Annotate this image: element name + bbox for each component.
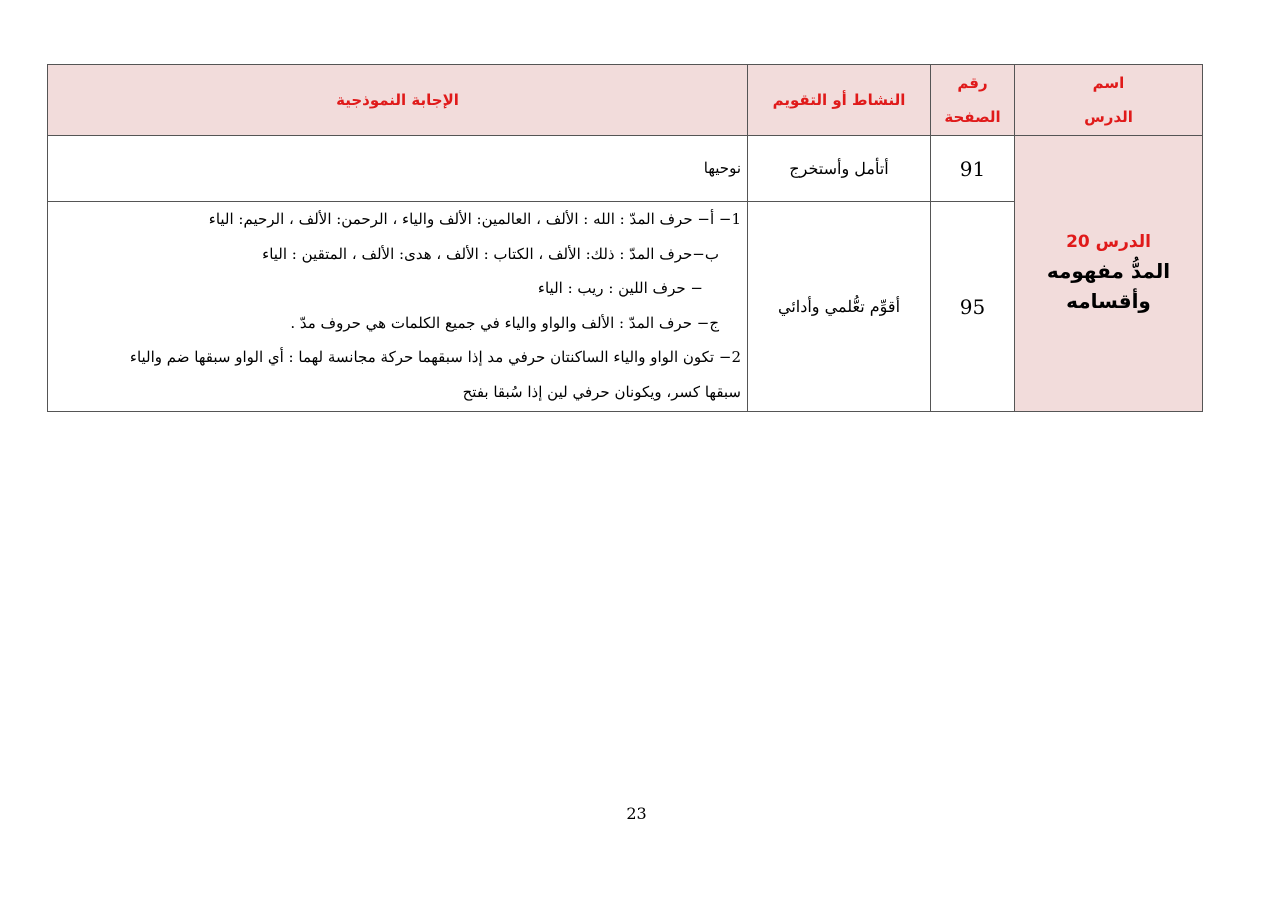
- page-number-cell: 91: [931, 136, 1015, 202]
- lesson-title-line2: وأقسامه: [1066, 288, 1151, 313]
- answer-line: 1− أ− حرف المدّ : الله : الألف ، العالمين: الألف والياء ، الرحمن: الألف ، الرحيم: الياء: [208, 210, 741, 228]
- header-model-answer: الإجابة النموذجية: [48, 65, 748, 136]
- header-page-number-line2: الصفحة: [944, 108, 1001, 126]
- header-activity: النشاط أو التقويم: [748, 65, 931, 136]
- header-lesson-name-line2: الدرس: [1084, 108, 1133, 126]
- answer-line: 2− تكون الواو والياء الساكنتان حرفي مد إذا سبقهما حركة مجانسة لهما : أي الواو سبقها ضم والياء: [129, 348, 741, 366]
- lesson-answers-table: [47, 64, 1203, 412]
- answer-line: نوحيها: [703, 159, 741, 178]
- lesson-title-line1: المدُّ مفهومه: [1046, 258, 1171, 283]
- answer-line: − حرف اللين : ريب : الياء: [537, 279, 703, 297]
- activity-cell: أقوِّم تعُّلمي وأدائي: [748, 202, 931, 412]
- answer-line: سبقها كسر، ويكونان حرفي لين إذا سُبقا بفتح: [462, 382, 741, 401]
- header-page-number: [931, 65, 1015, 136]
- table-row: [48, 136, 1203, 202]
- activity-cell: أتأمل وأستخرج: [748, 136, 931, 202]
- answer-cell: [48, 202, 748, 412]
- table-header-row: [48, 65, 1203, 136]
- answer-line: ب−حرف المدّ : ذلك: الألف ، الكتاب : الألف ، هدى: الألف ، المتقين : الياء: [262, 244, 719, 263]
- answer-line: ج− حرف المدّ : الألف والواو والياء في جميع الكلمات هي حروف مدّ .: [290, 313, 719, 332]
- header-page-number-line1: رقم: [957, 74, 988, 92]
- page-number-cell: 95: [931, 202, 1015, 412]
- page-number: 23: [626, 804, 647, 823]
- lesson-number: الدرس 20: [1066, 231, 1151, 252]
- header-lesson-name: [1015, 65, 1203, 136]
- answer-cell: [48, 136, 748, 202]
- lesson-cell: [1015, 136, 1203, 412]
- header-lesson-name-line1: اسم: [1092, 74, 1125, 92]
